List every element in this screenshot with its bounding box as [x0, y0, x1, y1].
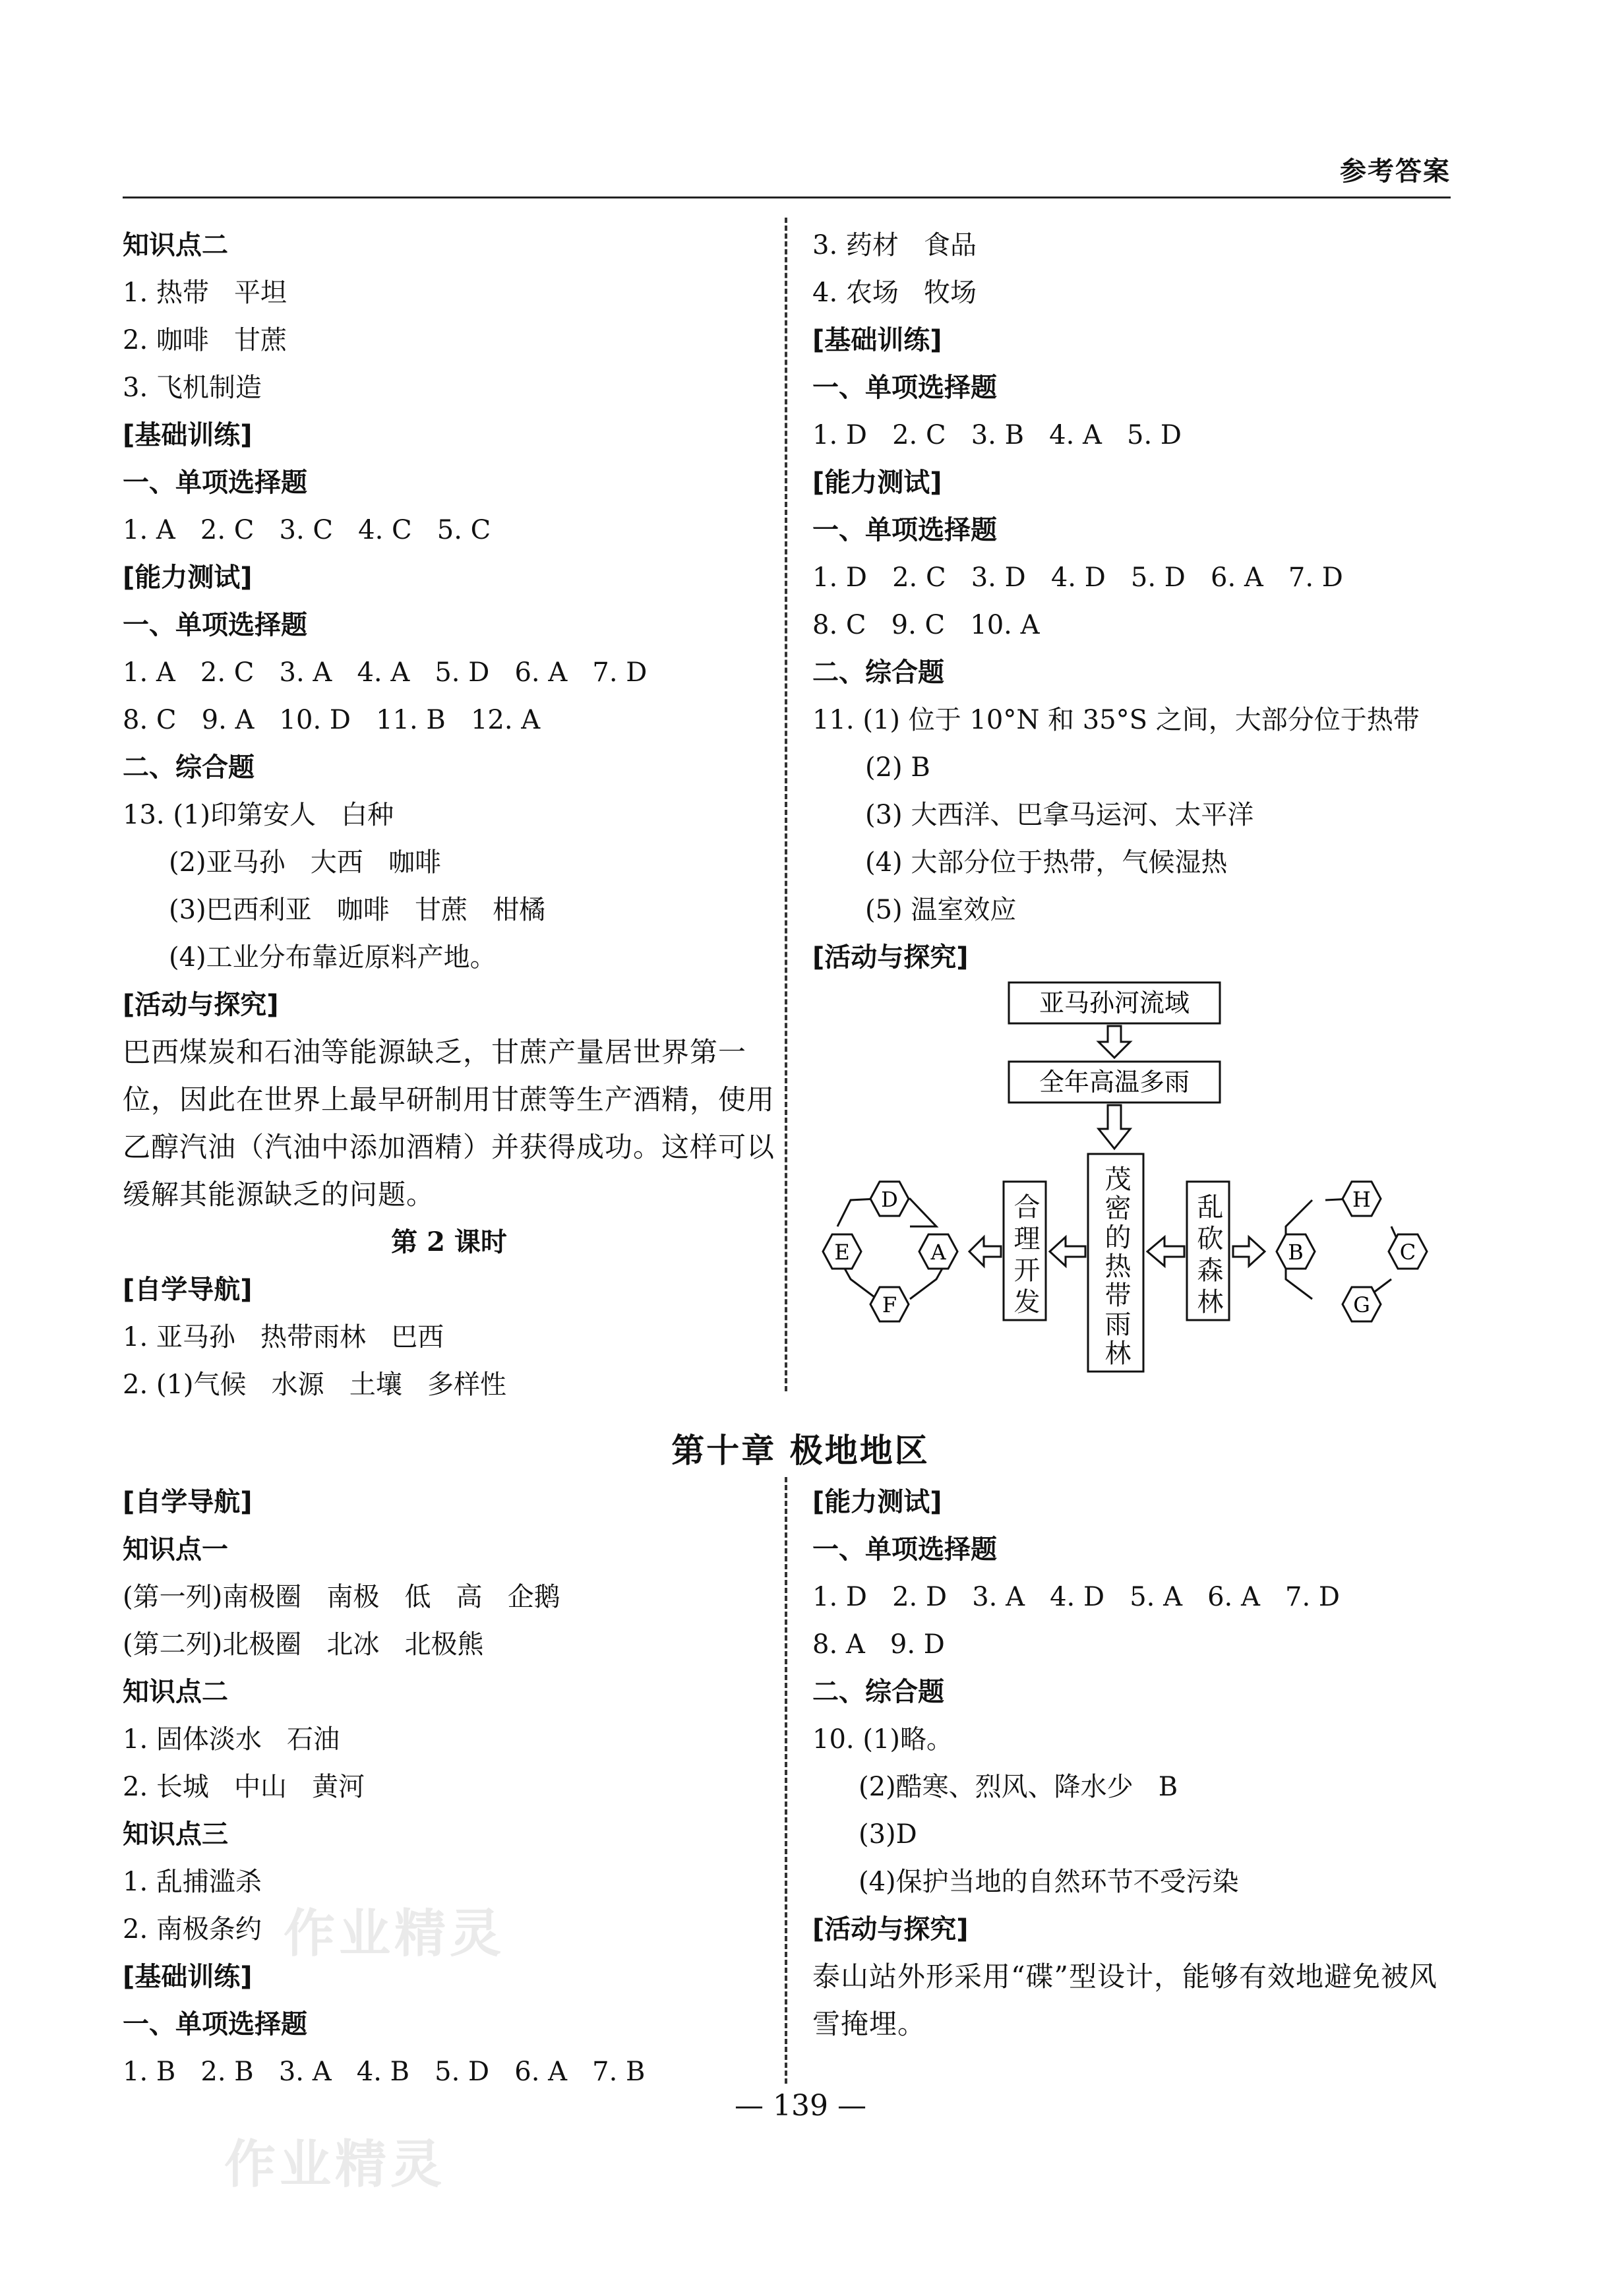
answer-line: 10. (1)略。 [812, 1724, 953, 1755]
section-heading: 一、单项选择题 [812, 1534, 997, 1565]
answer-line: 1. 热带 平坦 [123, 278, 287, 308]
answer-line: 1. 亚马孙 热带雨林 巴西 [123, 1322, 444, 1352]
watermark: 作业精灵 [224, 2135, 446, 2194]
answer-line: (2) B [865, 752, 930, 783]
answer-line: (2)酷寒、烈风、降水少 B [859, 1772, 1178, 1802]
answer-line: 8. C 9. C 10. A [812, 610, 1040, 640]
top-left-column [123, 222, 775, 1408]
hex-b-label: B [1288, 1240, 1304, 1265]
answer-line: 1. D 2. C 3. B 4. A 5. D [812, 420, 1182, 450]
section-heading: 一、单项选择题 [812, 373, 997, 403]
left-arrow-2 [1147, 1237, 1184, 1266]
answer-line: 8. A 9. D [812, 1629, 945, 1660]
header-rule [123, 196, 1451, 198]
answer-line: (4)工业分布靠近原料产地。 [169, 942, 497, 973]
down-arrow-1 [1099, 1026, 1130, 1058]
answer-line: 2. 长城 中山 黄河 [123, 1772, 365, 1802]
answer-line: (第二列)北极圈 北冰 北极熊 [123, 1629, 484, 1660]
answer-line: 2. 咖啡 甘蔗 [123, 325, 287, 355]
answer-line: 1. A 2. C 3. A 4. A 5. D 6. A 7. D [123, 657, 648, 688]
answer-line: (4) 大部分位于热带，气候湿热 [865, 847, 1228, 878]
hex-d-label: D [881, 1187, 898, 1212]
answer-line: 1. A 2. C 3. C 4. C 5. C [123, 515, 491, 545]
watermark: 作业精灵 [284, 1904, 506, 1964]
section-bracket-heading: [活动与探究] [812, 1914, 969, 1945]
left-arrow-3 [969, 1237, 1001, 1266]
section-bracket-heading: [基础训练] [123, 420, 253, 450]
answer-line: 1. D 2. C 3. D 4. D 5. D 6. A 7. D [812, 562, 1343, 593]
section-bracket-heading: [自学导航] [123, 1487, 253, 1517]
answer-line: 11. (1) 位于 10°N 和 35°S 之间，大部分位于热带 [812, 705, 1420, 735]
box-mid-label: 全年高温多雨 [1039, 1068, 1190, 1097]
answer-line: (5) 温室效应 [865, 895, 1017, 925]
answer-line: (3)D [859, 1819, 917, 1850]
chapter-title: 第十章 极地地区 [671, 1432, 930, 1470]
hex-e-label: E [834, 1240, 850, 1265]
section-bracket-heading: [能力测试] [123, 562, 253, 593]
activity-paragraph: 巴西煤炭和石油等能源缺乏，甘蔗产量居世界第一位，因此在世界上最早研制用甘蔗等生产酒精，使用乙醇汽油（汽油中添加酒精）并获得成功。这样可以缓解其能源缺乏的问题。 [123, 1036, 775, 1211]
section-heading: 二、综合题 [812, 657, 944, 688]
right-arrow-1 [1233, 1237, 1265, 1266]
section-heading: 一、单项选择题 [123, 2009, 307, 2039]
lesson-title: 第 2 课时 [391, 1226, 507, 1257]
answer-line: 1. 固体淡水 石油 [123, 1724, 340, 1755]
answer-line: 3. 药材 食品 [812, 230, 977, 260]
answer-line: (4)保护当地的自然环节不受污染 [859, 1867, 1239, 1897]
section-bracket-heading: [自学导航] [123, 1275, 253, 1305]
box-top-label: 亚马孙河流域 [1039, 988, 1190, 1017]
section-heading: 知识点一 [123, 1534, 228, 1565]
box-left-label: 合理开发 [1010, 1193, 1040, 1319]
answer-line: (3) 大西洋、巴拿马运河、太平洋 [865, 800, 1254, 830]
section-bracket-heading: [基础训练] [812, 325, 942, 355]
hex-h-label: H [1352, 1187, 1371, 1212]
box-right-label: 乱砍森林 [1193, 1193, 1223, 1319]
section-bracket-heading: [基础训练] [123, 1962, 253, 1992]
column-divider [785, 1477, 787, 2084]
section-heading: 知识点三 [123, 1819, 228, 1850]
section-heading: 一、单项选择题 [123, 610, 307, 640]
section-heading: 知识点二 [123, 1677, 228, 1707]
answer-line: (第一列)南极圈 南极 低 高 企鹅 [123, 1582, 560, 1612]
column-divider [785, 218, 787, 1391]
bottom-right-column [812, 1478, 1465, 2048]
section-bracket-heading: [活动与探究] [123, 990, 279, 1020]
bottom-left-column [123, 1478, 775, 2096]
section-heading: 二、综合题 [812, 1677, 944, 1707]
left-arrow-1 [1050, 1237, 1085, 1266]
answer-line: 1. 乱捕滥杀 [123, 1867, 262, 1897]
answer-line: 2. (1)气候 水源 土壤 多样性 [123, 1370, 506, 1400]
hex-f-label: F [882, 1292, 897, 1317]
answer-line: 13. (1)印第安人 白种 [123, 800, 394, 830]
page-number: — 139 — [735, 2089, 866, 2123]
section-heading: 一、单项选择题 [812, 515, 997, 545]
section-heading: 二、综合题 [123, 752, 255, 783]
down-arrow-2 [1099, 1105, 1130, 1149]
page-header-title: 参考答案 [1340, 156, 1451, 187]
answer-line: 2. 南极条约 [123, 1914, 262, 1945]
hex-c-label: C [1399, 1240, 1416, 1265]
section-bracket-heading: [能力测试] [812, 468, 942, 498]
answer-line: 4. 农场 牧场 [812, 278, 977, 308]
hex-a-label: A [930, 1240, 946, 1265]
answer-line: 3. 飞机制造 [123, 373, 262, 403]
top-right-column [812, 222, 1465, 981]
section-heading: 一、单项选择题 [123, 468, 307, 498]
answer-line: (3)巴西利亚 咖啡 甘蔗 柑橘 [169, 895, 546, 925]
section-bracket-heading: [能力测试] [812, 1487, 942, 1517]
box-center-label: 茂密的热带雨林 [1101, 1165, 1131, 1368]
activity-paragraph: 泰山站外形采用“碟”型设计，能够有效地避免被风雪掩埋。 [812, 1960, 1437, 2040]
section-bracket-heading: [活动与探究] [812, 942, 969, 973]
hex-g-label: G [1353, 1292, 1370, 1317]
answer-line: 1. B 2. B 3. A 4. B 5. D 6. A 7. B [123, 2057, 646, 2087]
answer-line: 1. D 2. D 3. A 4. D 5. A 6. A 7. D [812, 1582, 1340, 1612]
section-heading: 知识点二 [123, 230, 228, 260]
answer-line: 8. C 9. A 10. D 11. B 12. A [123, 705, 541, 735]
answer-line: (2)亚马孙 大西 咖啡 [169, 847, 441, 878]
